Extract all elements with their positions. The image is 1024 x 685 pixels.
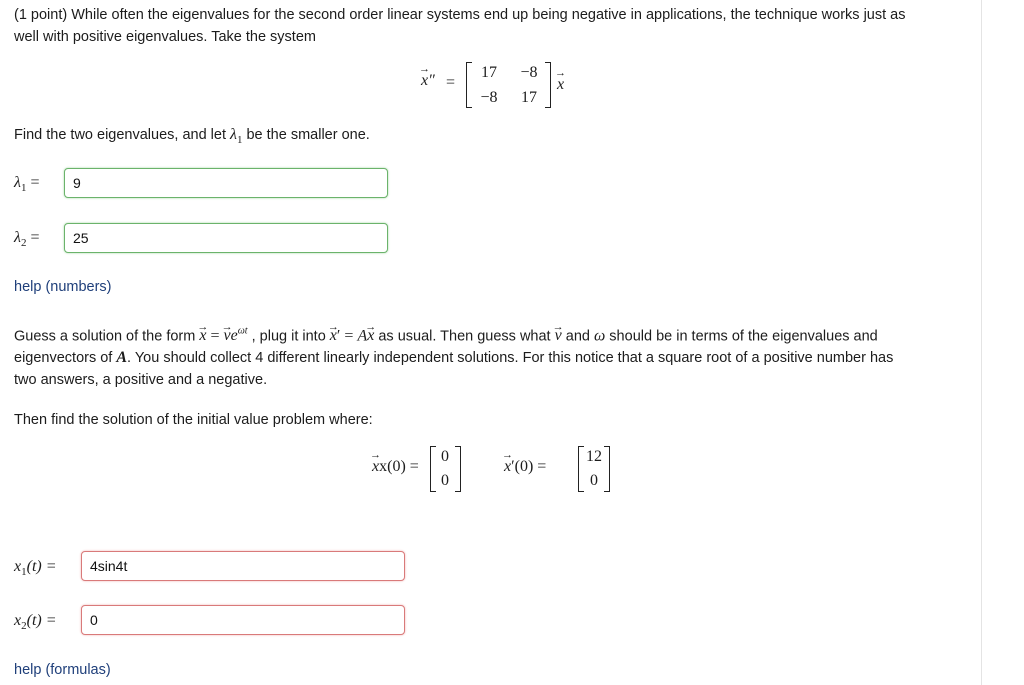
help-numbers-link[interactable]: help (numbers) — [14, 279, 112, 295]
x0-bracket-right — [455, 446, 461, 492]
matrix-cell: −8 — [480, 89, 498, 106]
system-equals: = — [446, 74, 456, 91]
xp0-cell: 0 — [590, 472, 598, 489]
matrix-cell: 17 — [521, 89, 537, 106]
matrix-cell: −8 — [520, 64, 538, 81]
lambda1-input[interactable]: 9 — [64, 168, 388, 198]
lambda1-label: $\lambda_1$ = — [14, 174, 40, 195]
ivp-prompt: Then find the solution of the initial value problem where: — [14, 412, 373, 428]
lambda2-label: $\lambda_2$ = — [14, 229, 40, 250]
eigen-prompt: Find the two eigenvalues, and let $\lambda_1$ be the smaller one. — [14, 126, 370, 146]
xp0-bracket-right — [604, 446, 610, 492]
matrix-bracket-right — [545, 62, 551, 108]
intro-line2: well with positive eigenvalues. Take the system — [14, 29, 316, 45]
problem-intro — [14, 4, 905, 48]
x0-cell: 0 — [441, 448, 449, 465]
content-border — [981, 0, 982, 685]
x0-cell: 0 — [441, 472, 449, 489]
lambda2-input[interactable]: 25 — [64, 223, 388, 253]
intro-line1: While often the eigenvalues for the second order linear systems end up being negative in applications, the technique works just as — [67, 7, 906, 23]
point-label: (1 point) — [14, 7, 68, 23]
xp0-cell: 12 — [586, 448, 602, 465]
help-formulas-link[interactable]: help (formulas) — [14, 662, 111, 678]
x1-input[interactable]: 4sin4t — [81, 551, 405, 581]
x2-input[interactable]: 0 — [81, 605, 405, 635]
system-lhs: → x″ — [421, 72, 435, 90]
x0-label: → xx(0) = — [372, 458, 419, 476]
x1-label: $x_1(t)$ = — [14, 558, 57, 579]
system-rhs: → x — [557, 76, 564, 94]
guess-paragraph: Guess a solution of the form → x = → $ve^{\omega t}$ , plug it into → x′ = A→ x as usual. Then guess what → v and ω should be in terms of the eigenvalues and eigenvectors of A. You should collect 4 different linearly independent solutions. For this notice that a square root of a positive number has two answers, a positive and a negative. — [14, 321, 969, 391]
matrix-cell: 17 — [481, 64, 497, 81]
xp0-label: → x′(0) = — [504, 458, 546, 476]
matrix-bracket-left — [466, 62, 472, 108]
x2-label: $x_2(t)$ = — [14, 612, 57, 633]
